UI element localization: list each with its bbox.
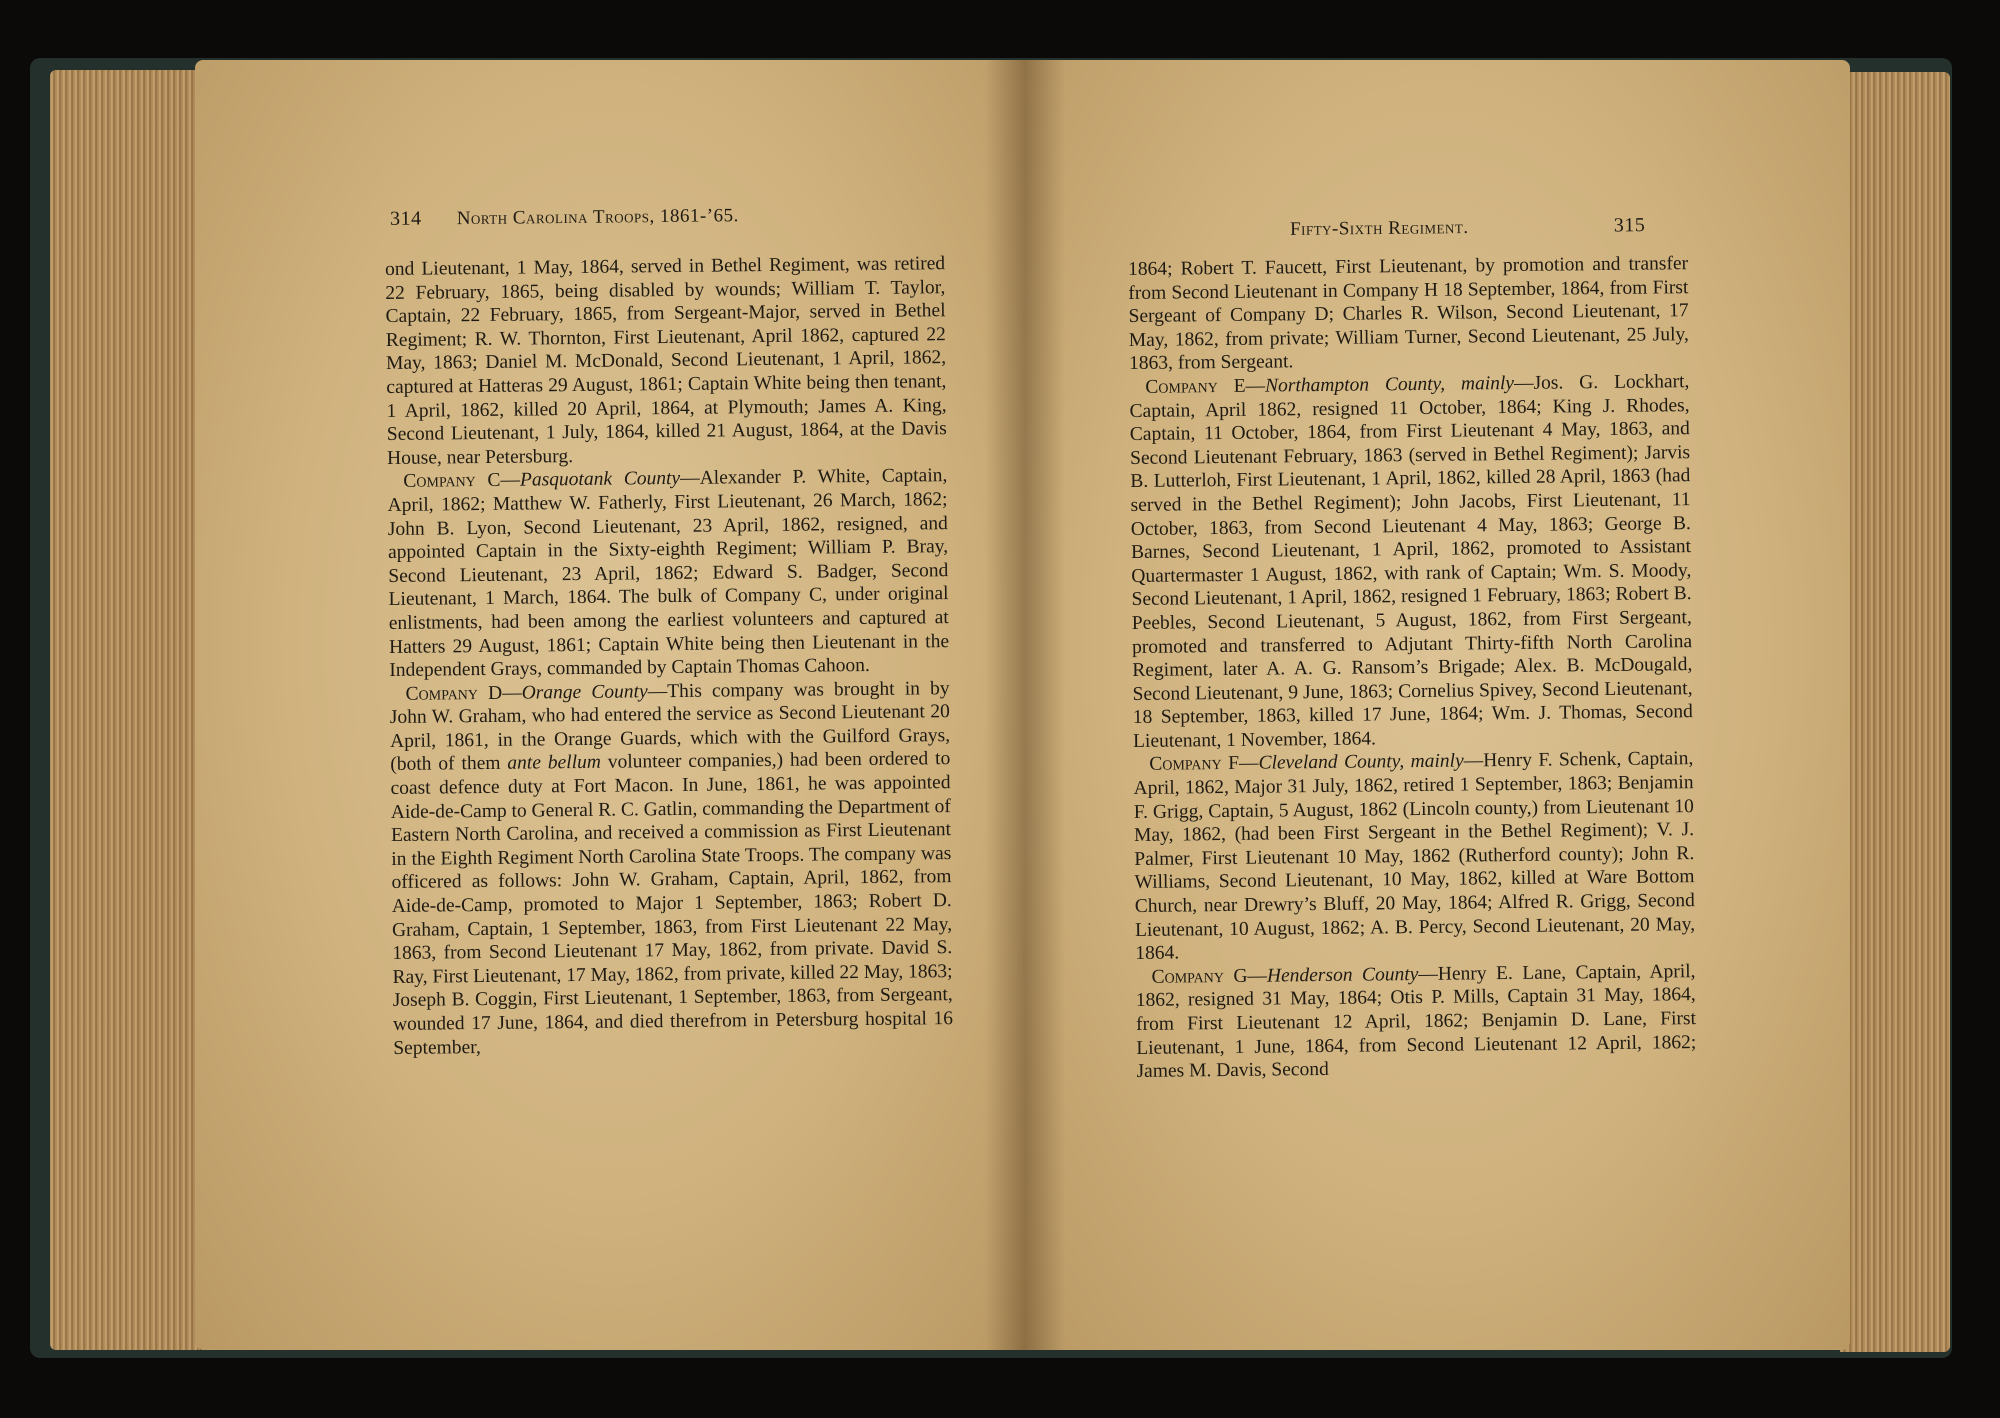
left-page-number: 314 — [389, 207, 422, 230]
left-page-text — [385, 252, 953, 1060]
paragraph: 1864; Robert T. Faucett, First Lieutenant, by promotion and transfer from Second Lieutenant in Company H 18 September, 1864, from First Sergeant of Company D; Charles R. Wilson, Second Lieutenant, 17 May, 1862, from private; William Turner, Second Lieutenant, 25 July, 1863, from Sergeant. — [1128, 253, 1689, 375]
right-page-text — [1128, 252, 1697, 1084]
left-page-header — [390, 204, 739, 231]
paragraph-company-d: Company D—Orange County—This company was brought in by John W. Graham, who had entered the service as Second Lieutenant 20 April, 1861, in the Orange Guards, which with the Guilford Grays, (both of them ante bellum volunteer companies,) had been ordered to coast defence duty at Fort Macon. In June, 1861, he was appointed Aide-de-Camp to General R. C. Gatlin, commanding the Department of Eastern North Carolina, and received a commission as First Lieutenant in the Eighth Regiment North Carolina State Troops. The company was officered as follows: John W. Graham, Captain, April, 1862, from Aide-de-Camp, promoted to Major 1 September, 1863; Robert D. Graham, Captain, 1 September, 1863, from First Lieutenant 22 May, 1863, from Second Lieutenant 17 May, 1862, from private. David S. Ray, First Lieutenant, 17 May, 1862, from private, killed 22 May, 1863; Joseph B. Coggin, First Lieutenant, 1 September, 1863, from Sergeant, wounded 17 June, 1864, and died therefrom in Petersburg hospital 16 September, — [389, 677, 954, 1059]
paragraph-company-g: Company G—Henderson County—Henry E. Lane, Captain, April, 1862, resigned 31 May, 1864; Otis P. Mills, Captain 31 May, 1864, from First Lieutenant 12 April, 1862; Benjamin D. Lane, First Lieutenant, 1 June, 1864, from Second Lieutenant 12 April, 1862; James M. Davis, Second — [1135, 960, 1697, 1083]
paragraph-company-c: Company C—Pasquotank County—Alexander P. White, Captain, April, 1862; Matthew W. Fatherly, First Lieutenant, 26 March, 1862; John B. Lyon, Second Lieutenant, 23 April, 1862, resigned, and appointed Captain in the Sixty-eighth Regiment; William P. Bray, Second Lieutenant, 23 April, 1862; Edward S. Badger, Second Lieutenant, 1 March, 1864. The bulk of Company C, under original enlistments, had been among the earliest volunteers and captured at Hatters 29 August, 1861; Captain White being then Lieutenant in the Independent Grays, commanded by Captain Thomas Cahoon. — [387, 465, 950, 682]
right-page-header — [1290, 214, 1646, 241]
left-running-title: North Carolina Troops, 1861-’65. — [456, 205, 739, 230]
paragraph-company-f: Company F—Cleveland County, mainly—Henry F. Schenk, Captain, April, 1862, Major 31 July, 1862, retired 1 September, 1863; Benjamin F. Grigg, Captain, 5 August, 1862 (Lincoln county,) from Lieutenant 10 May, 1862, (had been First Sergeant in the Bethel Regiment); V. J. Palmer, First Lieutenant 10 May, 1862 (Rutherford county); John R. Williams, Second Lieutenant, 10 May, 1862, killed at Ware Bottom Church, near Drewry’s Bluff, 20 May, 1864; Alfred R. Grigg, Second Lieutenant, 10 August, 1862; A. B. Percy, Second Lieutenant, 20 May, 1864. — [1133, 748, 1696, 965]
book-gutter — [985, 60, 1065, 1350]
paragraph-company-e: Company E—Northampton County, mainly—Jos. G. Lockhart, Captain, April 1862, resigned 11 October, 1864; King J. Rhodes, Captain, 11 October, 1864, from First Lieutenant 4 May, 1863, and Second Lieutenant February, 1863 (served in Bethel Regiment); Jarvis B. Lutterloh, First Lieutenant, 1 April, 1862, killed 28 April, 1863 (had served in the Bethel Regiment); John Jacobs, First Lieutenant, 11 October, 1863, from Second Lieutenant 4 May, 1863; George B. Barnes, Second Lieutenant, 1 April, 1862, promoted to Assistant Quartermaster 1 August, 1862, with rank of Captain; Wm. S. Moody, Second Lieutenant, 1 April, 1862, resigned 1 February, 1863; Robert B. Peebles, Second Lieutenant, 5 August, 1862, from First Sergeant, promoted and transferred to Adjutant Thirty-fifth North Carolina Regiment, later A. A. G. Ransom’s Brigade; Alex. B. McDougald, Second Lieutenant, 9 June, 1863; Cornelius Spivey, Second Lieutenant, 18 September, 1863, killed 17 June, 1864; Wm. J. Thomas, Second Lieutenant, 1 November, 1864. — [1129, 371, 1693, 752]
right-page-edges — [1840, 72, 1950, 1352]
left-page-edges — [50, 70, 200, 1350]
right-page-number: 315 — [1613, 214, 1646, 237]
paragraph: ond Lieutenant, 1 May, 1864, served in Bethel Regiment, was retired 22 February, 1865, being disabled by wounds; William T. Taylor, Captain, 22 February, 1865, from Sergeant-Major, served in Bethel Regiment; R. W. Thornton, First Lieutenant, April 1862, captured 22 May, 1863; Daniel M. McDonald, Second Lieutenant, 1 April, 1862, captured at Hatteras 29 August, 1861; Captain White being then tenant, 1 April, 1862, killed 20 April, 1864, at Plymouth; James A. King, Second Lieutenant, 1 July, 1864, killed 21 August, 1864, at the Davis House, near Petersburg. — [385, 253, 947, 469]
right-running-title: Fifty-Sixth Regiment. — [1289, 216, 1469, 240]
